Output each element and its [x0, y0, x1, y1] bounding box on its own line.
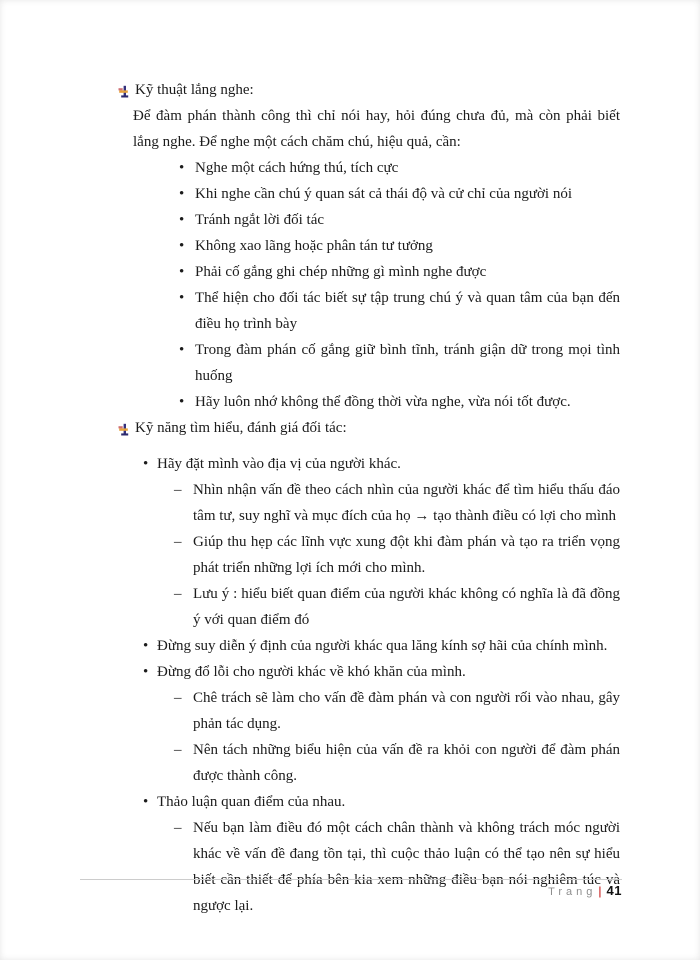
bullet-dot: •	[143, 456, 149, 472]
dash-marker: –	[174, 742, 182, 758]
sub-item	[118, 815, 620, 919]
list-item-text: Hãy đặt mình vào địa vị của người khác.	[157, 456, 401, 472]
sub-item-text: Nếu bạn làm điều đó một cách chân thành và không trách móc người khác về vấn đề đang tồn tại, thì cuộc thảo luận có thể tạo nên sự hiểu biết cần thiết để phía bên kia xem những điều bạn nói nghiêm túc và ngược lại.	[193, 820, 620, 914]
sub-item	[118, 737, 620, 789]
list-item	[118, 207, 620, 233]
bullet-list	[118, 155, 620, 415]
list-item	[118, 233, 620, 259]
list-item	[118, 155, 620, 181]
list-item-text: Trong đàm phán cố gắng giữ bình tĩnh, tránh giận dữ trong mọi tình huống	[195, 342, 620, 384]
bullet-dot: •	[179, 160, 185, 176]
section-1-heading-row	[118, 77, 620, 103]
dash-marker: –	[174, 690, 182, 706]
list-item	[118, 285, 620, 337]
sub-list	[118, 815, 620, 919]
list-item	[118, 451, 620, 477]
bullet-dot: •	[179, 342, 185, 358]
sub-item	[118, 529, 620, 581]
bullet-dot: •	[179, 264, 185, 280]
flag-bullet-icon	[118, 85, 131, 98]
sub-item	[118, 685, 620, 737]
dash-marker: –	[174, 586, 182, 602]
sub-item-text: Giúp thu hẹp các lĩnh vực xung đột khi đàm phán và tạo ra triển vọng phát triển những lợi ích mới cho mình.	[193, 534, 620, 576]
footer-label: Trang	[548, 886, 597, 898]
footer-separator: |	[598, 884, 602, 898]
sub-list	[118, 685, 620, 789]
dash-marker: –	[174, 820, 182, 836]
list-item	[118, 259, 620, 285]
bullet-dot: •	[179, 290, 185, 306]
list-item	[118, 181, 620, 207]
list-item-text: Không xao lãng hoặc phân tán tư tưởng	[195, 238, 433, 254]
list-item-text: Phải cố gắng ghi chép những gì mình nghe được	[195, 264, 487, 280]
bullet-dot: •	[179, 394, 185, 410]
sub-item	[118, 477, 620, 529]
bullet-dot: •	[179, 212, 185, 228]
list-item	[118, 789, 620, 815]
bullet-list	[118, 451, 620, 919]
section-heading: Kỹ thuật lắng nghe:	[135, 82, 254, 98]
bullet-dot: •	[143, 664, 149, 680]
list-item-text: Thảo luận quan điểm của nhau.	[157, 794, 346, 810]
sub-item-text: Nhìn nhận vấn đề theo cách nhìn của người khác để tìm hiểu thấu đáo tâm tư, suy nghĩ và mục đích của họ → tạo thành điều có lợi cho mình	[193, 482, 620, 524]
bullet-dot: •	[179, 238, 185, 254]
footer-page-number: 41	[606, 883, 622, 898]
list-item-text: Thể hiện cho đối tác biết sự tập trung chú ý và quan tâm của bạn đến điều họ trình bày	[195, 290, 620, 332]
dash-marker: –	[174, 534, 182, 550]
list-item	[118, 389, 620, 415]
list-item-text: Tránh ngắt lời đối tác	[195, 212, 325, 228]
list-item	[118, 337, 620, 389]
sub-item-text: Lưu ý : hiểu biết quan điểm của người khác không có nghĩa là đã đồng ý với quan điểm đó	[193, 586, 620, 628]
dash-marker: –	[174, 482, 182, 498]
intro-paragraph: Để đàm phán thành công thì chỉ nói hay, hỏi đúng chưa đủ, mà còn phải biết lắng nghe. Để nghe một cách chăm chú, hiệu quả, cần:	[133, 108, 620, 150]
sub-list	[118, 477, 620, 633]
bullet-dot: •	[143, 794, 149, 810]
list-item	[118, 659, 620, 685]
list-item	[118, 633, 620, 659]
page-content	[118, 77, 620, 919]
list-item-text: Đừng suy diễn ý định của người khác qua lăng kính sợ hãi của chính mình.	[157, 638, 608, 654]
bullet-dot: •	[143, 638, 149, 654]
list-item-text: Khi nghe cần chú ý quan sát cả thái độ và cử chỉ của người nói	[195, 186, 572, 202]
section-heading: Kỹ năng tìm hiểu, đánh giá đối tác:	[135, 420, 347, 436]
sub-item-text: Nên tách những biểu hiện của vấn đề ra khỏi con người để đàm phán được thành công.	[193, 742, 620, 784]
sub-item-text: Chê trách sẽ làm cho vấn đề đàm phán và con người rối vào nhau, gây phản tác dụng.	[193, 690, 620, 732]
list-item-text: Đừng đổ lỗi cho người khác về khó khăn của mình.	[157, 664, 466, 680]
sub-item	[118, 581, 620, 633]
flag-bullet-icon	[118, 423, 131, 436]
list-item-text: Hãy luôn nhớ không thể đồng thời vừa nghe, vừa nói tốt được.	[195, 394, 571, 410]
list-item-text: Nghe một cách hứng thú, tích cực	[195, 160, 399, 176]
page-footer	[80, 879, 622, 898]
bullet-dot: •	[179, 186, 185, 202]
section-2-heading-row	[118, 415, 620, 441]
